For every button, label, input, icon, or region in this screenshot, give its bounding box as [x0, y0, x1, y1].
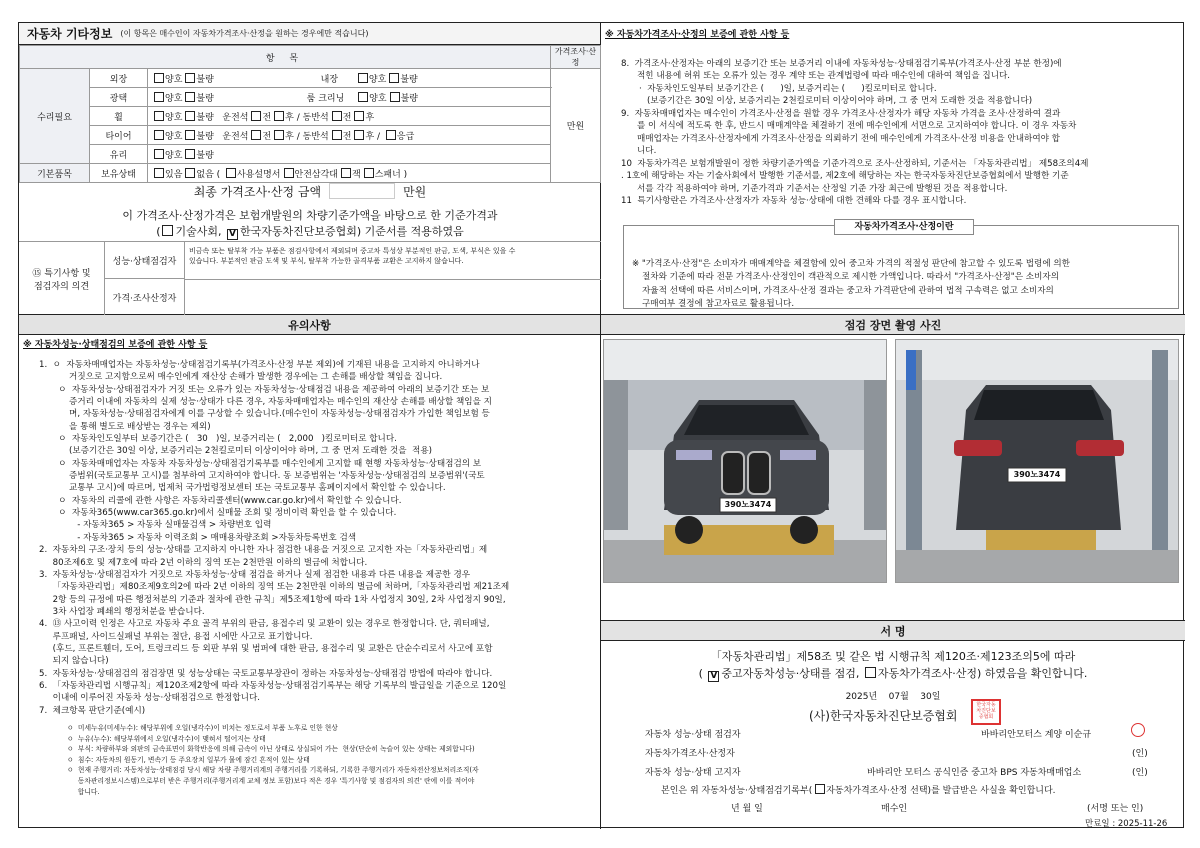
perf-checker-label: 성능·상태점검자: [105, 242, 185, 279]
wheel-bad-checkbox[interactable]: [185, 111, 195, 121]
guarantee-body: [621, 45, 1181, 233]
photo-section: [601, 315, 1185, 621]
bad-label: 불량: [196, 131, 214, 142]
good-label: 양호: [165, 150, 183, 161]
front-car-image: [604, 340, 887, 583]
notice-title: 유의사항: [19, 315, 600, 335]
notice-line: 80조제6호 및 제7호에 따라 2년 이하의 징역 또는 2천만원 이하의 벌금에 처합니다.: [39, 557, 368, 568]
r2-label: 자동차가격조사·산정자: [645, 749, 735, 759]
good-label: 양호: [368, 74, 387, 85]
r1-value: 바바리안모터스 계양 이순규: [981, 730, 1092, 740]
tire-bad-checkbox[interactable]: [185, 130, 195, 140]
criteria-line: ㅇ 현재 주행거리: 자동차성능·상태점검 당시 해당 차량 주행거리계의 주행거리를 기록하되, 기록한 주행거리가 자동차전산정보처리조직(자: [67, 766, 479, 775]
wheel-driver-front[interactable]: [251, 111, 261, 121]
other-info-subtitle: (이 항목은 매수인이 자동차가격조사·산정을 원하는 경우에만 적습니다): [120, 29, 369, 38]
basis-line-1: 이 가격조사·산정가격은 보험개발원의 차량기준가액을 바탕으로 한 기준가격과: [122, 209, 498, 222]
need-label: 응급: [396, 131, 415, 142]
gisulsa-checkbox[interactable]: [162, 225, 173, 236]
none-checkbox[interactable]: [185, 168, 195, 178]
interior-good-checkbox[interactable]: [358, 73, 368, 83]
checker-seal: [1131, 723, 1145, 737]
notice-line: 1. ㅇ 자동차매매업자는 자동차성능·상태점검기록부(가격조사·산정 부분 제외)에 기재된 내용을 고지하지 아니하거나: [39, 360, 480, 370]
front-label: 전: [342, 112, 352, 123]
exterior-bad-checkbox[interactable]: [185, 73, 195, 83]
group-repair: 수리필요: [20, 69, 90, 164]
g-p8c: · 자동차인도일부터 보증기간은 ( )일, 보증거리는 ( )킬로미터로 합니다.: [639, 83, 937, 94]
notice-line: ㅇ 자동차매매업자는 자동차 자동차성능·상태점검기록부를 매수인에게 고지할 때 현행 자동차성능·상태점검의 보: [39, 458, 482, 469]
left-column: [19, 23, 601, 829]
notice-line: 되지 않습니다): [39, 656, 109, 667]
other-info-table: 항 목 가격조사·산정 수리필요 외장 양호 불량 내장 양호 불량 만원 광택 양호 불량 룸 크리닝 양호 불량 휠 양호 불량 운전석 전 후 / 동반석 전 후 타이어 양호 불량 운전석 전 후 / 동반석 전 후 / 응급 유리 양호 불량 기본품목 보유상태 있음 없음 ( 사용설명서 안전삼각대 잭 스패너 ): [19, 45, 601, 183]
tire-driver-rear[interactable]: [274, 130, 284, 140]
sign-law: 「자동차관리법」제58조 및 같은 법 시행규칙 제120조·제123조의5에 따라: [710, 650, 1076, 663]
rear-car-image: [896, 340, 1179, 583]
price-checker-label: 가격·조사산정자: [105, 279, 185, 316]
notice-line: 3차 사업장 폐쇄의 행정처분을 받습니다.: [39, 606, 205, 617]
perf-text-2: 있습니다. 부분적인 판금 도색 및 부식, 탈부착 가능한 골격부품 교환은 고지하지 않습니다.: [189, 257, 464, 265]
special-notes: [19, 241, 601, 315]
row-hold-label: 보유상태: [90, 164, 148, 183]
photo-title: 점검 장면 촬영 사진: [601, 315, 1185, 335]
notice-line: 거짓으로 고지함으로써 매수인에게 재산상 손해가 발생한 경우에는 그 손해를 배상할 책임을 집니다.: [39, 372, 443, 383]
criteria-line: ㅇ 미세누유(미세누수): 해당부위에 오일(냉각수)이 비치는 정도로서 부품 노후로 인한 현상: [67, 724, 338, 732]
day-unit: 일: [931, 692, 941, 702]
notice-line: ㅇ 자동차성능·상태점검자가 거짓 또는 오류가 있는 자동차성능·상태점검 내용을 제공하여 아래의 보증기간 또는 보: [39, 384, 490, 395]
exterior-good-checkbox[interactable]: [154, 73, 164, 83]
box-line-4: 구매여부 결정에 참고자료로 활용됩니다.: [642, 299, 795, 309]
row-exterior-label: 외장: [90, 69, 148, 88]
tire-pass-rear[interactable]: [354, 130, 364, 140]
g-p10a: 10 자동차가격은 보험개발원이 정한 차량기준가액을 기준가격으로 조사·산정하되, 기준서는 「자동차관리법」 제58조의4제: [621, 158, 1089, 169]
r3-value: 바바리안 모터스 공식인증 중고차 BPS 자동차매매업소: [867, 768, 1082, 778]
final-amount-field[interactable]: [329, 183, 395, 199]
tire-need-checkbox[interactable]: [386, 130, 396, 140]
front-label: 전: [342, 131, 352, 142]
have-label: 있음: [165, 169, 183, 180]
row-tire-label: 타이어: [90, 126, 148, 145]
rear-label: 후: [285, 131, 294, 142]
price-definition-title: 자동차가격조사·산정이란: [834, 219, 974, 235]
basis-line-2: ( 기술사회, V 한국자동차진단보증협회) 기준서를 적용하였음: [156, 225, 464, 239]
row-gloss-label: 광택: [90, 88, 148, 107]
passenger-label: 동반석: [302, 112, 329, 123]
good-label: 양호: [165, 74, 183, 85]
notice-section: [19, 315, 600, 829]
special-label-2: 점검자의 의견: [33, 282, 90, 292]
sign-check-b: 자동차가격조사·산정) 하였음을 확인합니다.: [877, 667, 1088, 680]
rear-inspection-photo: [895, 339, 1179, 583]
gisulsa-label: 기술사회,: [175, 225, 222, 238]
r1-label: 자동차 성능·상태 점검자: [645, 730, 741, 740]
g-p9a: 9. 자동차매매업자는 매수인이 가격조사·산정을 원할 경우 가격조사·산정자가 해당 자동차 가격을 조사·산정하여 결과: [621, 108, 1061, 119]
row-glass-label: 유리: [90, 145, 148, 164]
notice-line: 며, 자동차성능·상태점검자에게 이를 구상할 수 있습니다.(매수인이 자동차성능·상태점검자가 가입한 책임보험 등: [39, 409, 490, 420]
sign-date: [601, 689, 1185, 702]
confirm-a: 본인은 위 자동차성능·상태점검기록부(: [661, 786, 813, 796]
price-definition-box: [623, 222, 1179, 309]
year-unit: 년: [868, 692, 878, 702]
front-plate: 390노3474: [724, 500, 772, 509]
notice-line: 2항 등의 규정에 따른 행정처분의 기준과 절차에 관한 규칙」제5조제1항에 따라 1차 사업정지 30일, 2차 사업정지 90일,: [39, 594, 506, 605]
r3-seal: (인): [1132, 768, 1148, 778]
notice-line: 7. 체크항목 판단기준(예시): [39, 705, 146, 716]
special-label-1: ⑮ 특기사항 및: [32, 269, 91, 279]
driver-label: 운전석: [222, 131, 249, 142]
glass-bad-checkbox[interactable]: [185, 149, 195, 159]
other-info-title: 자동차 기타정보: [27, 27, 113, 41]
sign-org: (사)한국자동차진단보증협회: [809, 709, 958, 723]
have-checkbox[interactable]: [154, 168, 164, 178]
notice-line: 6. 「자동차관리법 시행규칙」제120조제2항에 따라 자동차성능·상태점검기록부는 해당 기록부의 발급일을 기준으로 120일: [39, 680, 507, 691]
col-item-header: 항 목: [20, 46, 551, 69]
buyer-date: 년 월 일: [731, 804, 763, 814]
rear-label: 후: [285, 112, 294, 123]
notice-line: 을 통해 별도로 배상받는 경우는 제외): [39, 421, 211, 432]
notice-line: (보증기간은 30일 이상, 보증거리는 2천킬로미터 이상이어야 하며, 그 중 먼저 도래한 것을 적용): [39, 446, 432, 457]
guarantee-title: ※ 자동차가격조사·산정의 보증에 관한 사항 등: [605, 30, 790, 40]
good-label: 양호: [369, 93, 387, 104]
signature-title: 서 명: [601, 621, 1185, 641]
tire-good-checkbox[interactable]: [154, 130, 164, 140]
buyer-signature[interactable]: (서명 또는 인): [1087, 804, 1144, 814]
notice-line: 교통부 고시)에 따르며, 법제처 국가법령정보센터 또는 국토교통부 홈페이지에서 확인할 수 있습니다.: [39, 483, 446, 494]
r3-label: 자동차 성능·상태 고지자: [645, 768, 741, 778]
item-1-label: 안전삼각대: [294, 169, 338, 180]
g-p10b: . 1호에 해당하는 자는 기술사회에서 발행한 기준서를, 제2호에 해당하는 자는 한국자동차진단보증협회에서 발행한 기준: [621, 171, 1069, 181]
org-stamp: 한국자동차진단보증협회: [971, 699, 1001, 725]
kadwa-checkbox[interactable]: V: [227, 229, 238, 240]
group-basic: 기본품목: [20, 164, 90, 183]
notice-line: - 자동차365 > 자동차 이력조회 > 매매용차량조회 >자동차등록번호 검색: [39, 532, 357, 543]
driver-label: 운전석: [222, 112, 249, 123]
criteria-line: 합니다.: [67, 787, 100, 796]
box-line-3: 자율적 선택에 따른 서비스이며, 가격조사·산정 결과는 중고차 가격판단에 관하여 법적 구속력은 없고 소비자의: [642, 285, 1054, 296]
rear-plate: 390노3474: [1013, 470, 1061, 479]
wheel-good-checkbox[interactable]: [154, 111, 164, 121]
month-unit: 월: [900, 692, 909, 702]
sign-check-line: ( V 중고자동차성능·상태를 점검, 자동차가격조사·산정) 하였음을 확인합니다.: [698, 667, 1088, 681]
sign-month: 07: [888, 692, 901, 702]
notice-line: 4. ⑬ 사고이력 인정은 사고로 자동차 주요 골격 부위의 판금, 용접수리 및 교환이 있는 경우로 한정합니다. 단, 쿼터패널,: [39, 619, 490, 630]
notice-line: ㅇ 자동차365(www.car365.go.kr)에서 실매물 조회 및 정비이력 확인을 할 수 있습니다.: [39, 508, 397, 519]
criteria-line: 동차관리정보시스템)으로부터 받은 주행거리(주행거리계 교체 정보 포함)보다 적은 경우 '특기사항 및 점검자의 의견' 란에 이를 적어야: [67, 776, 475, 785]
notice-line: 루프패널, 사이드실패널 부위는 절단, 용접 시에만 사고로 표기합니다.: [39, 631, 313, 642]
item-0-label: 사용설명서: [237, 169, 281, 180]
inspection-record-page: [18, 22, 1184, 828]
criteria-line: ㅇ 부식: 차량하부와 외판의 금속표면이 화학반응에 의해 금속이 아닌 상태로 상실되어 가는 현상(단순히 녹슬어 있는 상태는 제외합니다): [67, 745, 475, 754]
confirm-checkbox[interactable]: [815, 784, 825, 794]
price-unit: 만원: [551, 69, 601, 183]
sign-day: 30: [920, 692, 932, 702]
item-2-label: 잭: [351, 169, 361, 180]
tire-pass-front[interactable]: [332, 130, 342, 140]
final-amount-unit: 만원: [403, 184, 427, 199]
confirm-line: [661, 783, 1056, 796]
wheel-pass-front[interactable]: [332, 111, 342, 121]
r2-seal: (인): [1132, 749, 1148, 759]
notice-line: 5. 자동차성능·상태점검의 점검장면 및 성능상태는 국토교통부장관이 정하는 자동차성능·상태점검 방법에 따라야 합니다.: [39, 668, 493, 679]
item-0-checkbox[interactable]: [226, 168, 236, 178]
bad-label: 불량: [196, 112, 214, 123]
room-good-checkbox[interactable]: [358, 92, 368, 102]
bad-label: 불량: [400, 93, 418, 104]
other-info-section: [19, 23, 600, 315]
notice-line: 3. 자동차성능·상태점검자가 거짓으로 자동차성능·상태 점검을 하거나 실제 점검한 내용과 다른 내용을 제공한 경우: [39, 569, 471, 580]
gloss-bad-checkbox[interactable]: [185, 92, 195, 102]
box-line-1: ※ "가격조사·산정"은 소비자가 매매계약을 체결함에 있어 중고차 가격의 적절성 판단에 참고할 수 있도록 법령에 의한: [632, 258, 1070, 269]
g-p9b: 를 이 서식에 적도록 한 후, 반드시 매매계약을 체결하기 전에 매수인에게 서면으로 고지하여야 합니다. 이 경우 자동차: [637, 121, 1077, 131]
rear-label: 후: [365, 112, 375, 123]
wheel-pass-rear[interactable]: [354, 111, 364, 121]
notice-line: 증거리 이내에 자동차의 실제 성능·상태가 다른 경우, 자동차매매업자는 매수인의 재산상 손해를 배상할 책임을 지: [39, 397, 492, 408]
g-p8a: 8. 가격조사·산정자는 아래의 보증기간 또는 보증거리 이내에 자동차성능·상태점검기록부(가격조사·산정 부분 한정)에: [621, 58, 1062, 69]
row-wheel-label: 휠: [90, 107, 148, 126]
notice-line: 2. 자동차의 구조·장치 등의 성능·상태를 고지하지 아니한 자나 점검한 내용을 거짓으로 고지한 자는「자동차관리법」제: [39, 545, 488, 556]
bad-label: 불량: [196, 150, 214, 161]
notice-criteria: [67, 723, 599, 797]
notice-body: [39, 359, 599, 717]
g-p8b: 적힌 내용에 허위 또는 오류가 있는 경우 계약 또는 관계법령에 따라 매수인에 대하여 책임을 집니다.: [637, 71, 1011, 81]
item-3-checkbox[interactable]: [364, 168, 374, 178]
perf-check-checkbox[interactable]: V: [708, 671, 719, 682]
bad-label: 불량: [196, 93, 214, 104]
front-label: 전: [262, 112, 272, 123]
signature-section: [601, 621, 1185, 829]
item-1-checkbox[interactable]: [284, 168, 294, 178]
g-p8d: (보증기간은 30일 이상, 보증거리는 2천킬로미터 이상이어야 하며, 그 중 먼저 도래한 것을 적용합니다): [647, 96, 1033, 106]
glass-good-checkbox[interactable]: [154, 149, 164, 159]
tire-driver-front[interactable]: [251, 130, 261, 140]
guarantee-section: [601, 23, 1185, 315]
bad-label: 불량: [196, 74, 214, 85]
g-p9c: 매매업자는 가격조사·산정자에게 가격조사·산정을 의뢰하기 전에 매수인에게 가격조사·산정 비용을 안내하여야 합: [637, 133, 1060, 144]
confirm-b: 자동차가격조사·산정 선택)를 발급받은 사실을 확인합니다.: [826, 786, 1056, 796]
box-line-2: 절차와 기준에 따라 전문 가격조사·산정인이 객관적으로 제시한 가액입니다. 따라서 "가격조사·산정"은 소비자의: [642, 272, 1059, 282]
good-label: 양호: [165, 131, 183, 142]
front-label: 전: [262, 131, 272, 142]
perf-text-1: 비금속 또는 탈부착 가능 부품은 점검사항에서 제외되며 중고차 특성상 부분적인 판금, 도색, 부식은 있을 수: [189, 247, 516, 255]
passenger-label: 동반석: [302, 131, 329, 142]
rear-label: 후: [365, 131, 375, 142]
bad-label: 불량: [400, 74, 418, 85]
front-inspection-photo: [603, 339, 887, 583]
notice-line: - 자동차365 > 자동차 실매물검색 > 차량번호 입력: [39, 520, 272, 531]
good-label: 양호: [165, 93, 183, 104]
notice-line: 이내에 이루어진 자동차 성능·상태점검으로 한정합니다.: [39, 693, 260, 704]
g-p10c: 서를 각각 적용하여야 하며, 기준가격과 기준서는 산정일 기준 가장 최근에 발행된 것을 적용합니다.: [637, 183, 1008, 194]
row-interior-label: 내장: [320, 74, 339, 85]
room-bad-checkbox[interactable]: [390, 92, 400, 102]
price-check-checkbox[interactable]: [865, 667, 876, 678]
col-price-header: 가격조사·산정: [551, 46, 601, 69]
notice-line: 「자동차관리법」제80조제9호의2에 따라 2년 이하의 징역 또는 2천만원 이하의 벌금에 처하며,「자동차관리법 제21조제: [39, 582, 510, 593]
right-column: [601, 23, 1185, 829]
g-p9d: 니다.: [637, 146, 657, 156]
perf-checker-opinion: [189, 246, 597, 266]
item-2-checkbox[interactable]: [341, 168, 351, 178]
notice-line: ㅇ 자동차의 리콜에 관한 사항은 자동차리콜센터(www.car.go.kr)에서 확인할 수 있습니다.: [39, 495, 402, 506]
notice-subtitle: ※ 자동차성능·상태점검의 보증에 관한 사항 등: [23, 340, 208, 350]
gloss-good-checkbox[interactable]: [154, 92, 164, 102]
notice-line: ㅇ 자동차인도일부터 보증기간은 ( 30 )일, 보증거리는 ( 2,000 )킬로미터로 합니다.: [39, 434, 397, 445]
g-p11: 11 특기사항란은 가격조사·산정자가 자동차 성능·상태에 대한 견해와 다를 경우 표시합니다.: [621, 196, 967, 206]
good-label: 양호: [165, 112, 183, 123]
row-room-label: 룸 크리닝: [306, 93, 345, 104]
wheel-driver-rear[interactable]: [274, 111, 284, 121]
expiry-date: 만료일 : 2025-11-26: [1085, 819, 1168, 829]
interior-bad-checkbox[interactable]: [389, 73, 399, 83]
item-3-label: 스패너: [374, 169, 401, 180]
kadwa-label: 한국자동차진단보증협회) 기준서를 적용하였음: [240, 225, 464, 238]
criteria-line: ㅇ 침수: 자동차의 원동기, 변속기 등 주요장치 일부가 물에 잠긴 흔적이 있는 상태: [67, 755, 310, 764]
buyer-label: 매수인: [881, 804, 908, 814]
notice-line: (후드, 프론트휀더, 도어, 트렁크리드 등 외판 부위 및 범퍼에 대한 판금, 용접수리 및 교환은 단순수리로서 사고에 포함: [39, 643, 493, 654]
final-amount-label: 최종 가격조사·산정 금액: [193, 184, 322, 199]
none-label: 없음: [196, 169, 214, 180]
sign-check-a: 중고자동차성능·상태를 점검,: [721, 667, 860, 680]
criteria-line: ㅇ 누유(누수): 해당부위에서 오일(냉각수)이 맺혀서 떨어지는 상태: [67, 734, 266, 743]
notice-line: 증범위(국토교통부 고시)를 첨부하여 고지하여야 합니다. 동 보증범위는 '자동차성능·상태점검의 보증범위'(국토: [39, 471, 485, 482]
sign-year: 2025: [845, 692, 869, 702]
